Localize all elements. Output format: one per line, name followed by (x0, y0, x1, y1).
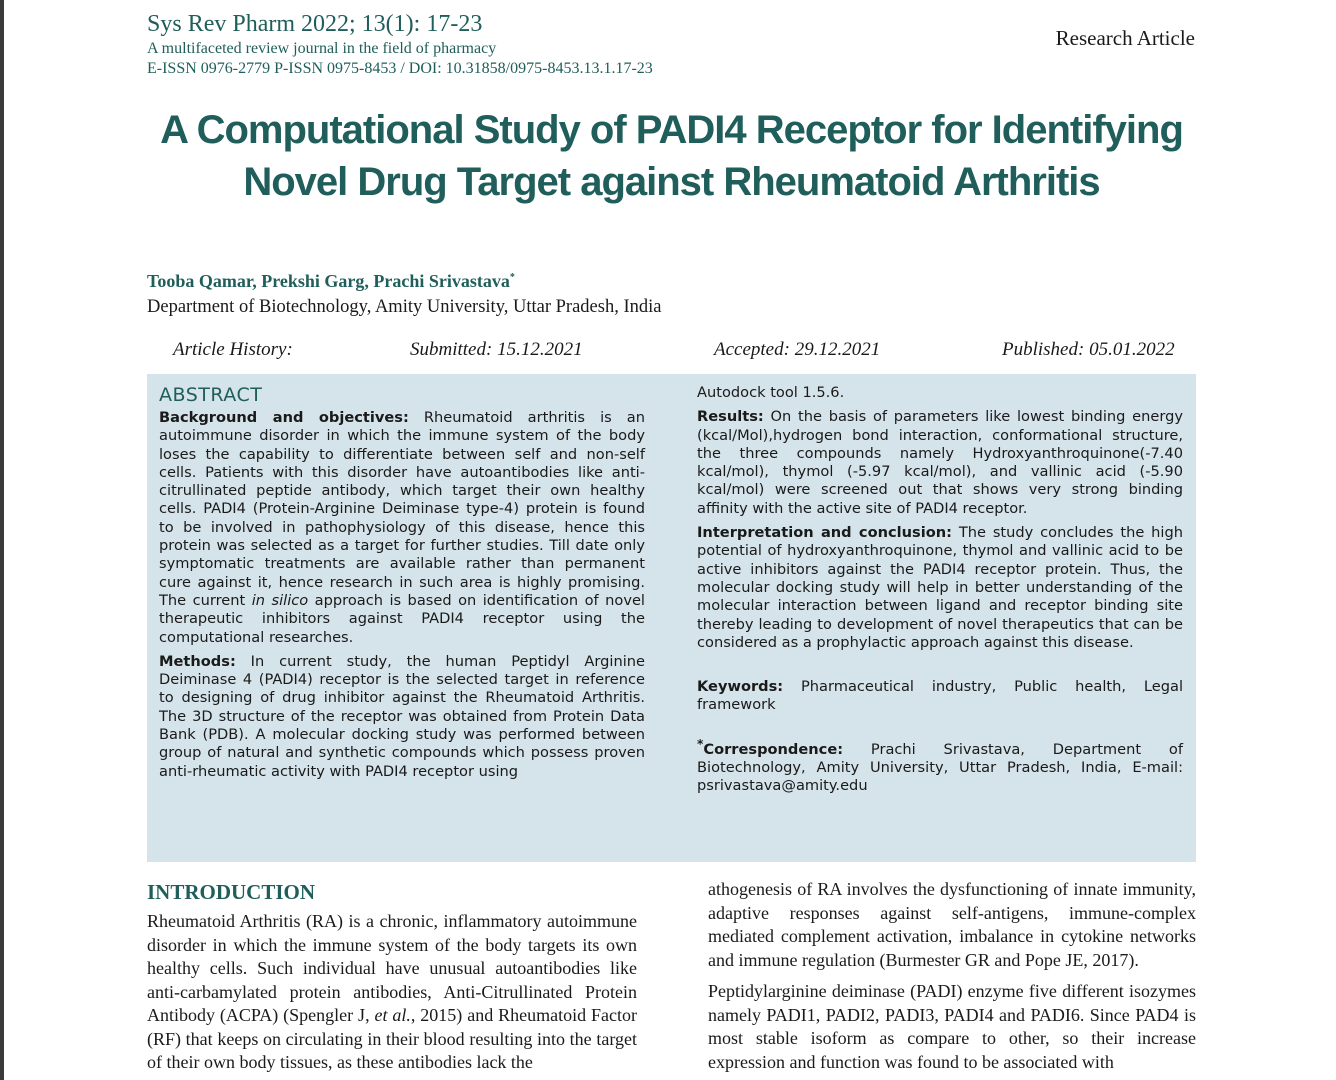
affiliation: Department of Biotechnology, Amity University, Uttar Pradesh, India (147, 297, 662, 317)
methods-text: In current study, the human Peptidyl Arginine Deiminase 4 (PADI4) receptor is the selected target in reference to designing of drug inhibitor against the Rheumatoid Arthritis. The 3D structure of the receptor was obtained from Protein Data Bank (PDB). A molecular docking study was performed between group of natural and synthetic compounds which possess proven anti-rheumatic activity with PADI4 receptor using (159, 652, 645, 780)
keywords-text: Pharmaceutical industry, Public health, Legal framework (697, 678, 1183, 714)
background-italic: in silico (251, 591, 309, 609)
methods-continued: Autodock tool 1.5.6. (697, 384, 845, 401)
interpretation-text: The study concludes the high potential of hydroxyanthroquinone, thymol and vallinic acid to be active inhibitors against the PADI4 receptor protein. Thus, the molecular docking study will help in better understanding of the molecular interaction between ligand and receptor binding site thereby leading to development of novel therapeutics that can be considered as a prophylactic approach against this disease. (697, 524, 1183, 651)
abstract-correspondence (697, 735, 1183, 796)
corresponding-author-mark: * (509, 272, 515, 283)
background-label: Background and objectives: (159, 409, 409, 426)
abstract-heading: ABSTRACT (159, 384, 263, 406)
accepted-date: Accepted: 29.12.2021 (714, 339, 881, 360)
history-label: Article History: (173, 339, 293, 360)
page-left-edge (0, 0, 4, 1080)
introduction-right-paragraph-2: Peptidylarginine deiminase (PADI) enzyme five different isozymes namely PADI1, PADI2, PADI3, PADI4 and PADI6. Since PAD4 is most stable isoform as compare to other, so their increase expression and function was found to be associated with (708, 981, 1196, 1072)
journal-subtitle: A multifaceted review journal in the field of pharmacy (147, 40, 497, 57)
abstract-right-column (697, 374, 1183, 802)
introduction-paragraph-1 (147, 910, 637, 1075)
background-text-2: approach is based on identification of novel therapeutic inhibitors against PADI4 receptor using the computational researches. (159, 591, 645, 646)
intro-italic: et al. (374, 1005, 411, 1025)
author-names: Tooba Qamar, Prekshi Garg, Prachi Srivastava (147, 271, 510, 291)
introduction-left-column (147, 878, 637, 1080)
abstract-box (147, 374, 1196, 862)
correspondence-text: Prachi Srivastava, Department of Biotechnology, Amity University, Uttar Pradesh, India, E-mail: psrivastava@amity.edu (697, 740, 1183, 795)
abstract-methods (159, 653, 645, 781)
interpretation-label: Interpretation and conclusion: (697, 524, 952, 542)
journal-issn-doi: E-ISSN 0976-2779 P-ISSN 0975-8453 / DOI: 10.31858/0975-8453.13.1.17-23 (147, 60, 653, 77)
journal-name: Sys Rev Pharm 2022; 13(1): 17-23 (147, 11, 483, 37)
introduction-right-column (708, 878, 1196, 1080)
abstract-results (697, 408, 1183, 518)
published-date: Published: 05.01.2022 (1002, 339, 1175, 360)
journal-header (147, 10, 653, 79)
background-text-1: Rheumatoid arthritis is an autoimmune disorder in which the immune system of the body loses the capability to differentiate between self and non-self cells. Patients with this disorder have autoantibodies like anti-citrullinated peptide antibody, which target their own healthy cells. PADI4 (Protein-Arginine Deiminase type-4) protein is found to be involved in pathophysiology of this disease, hence this protein was selected as a target for further studies. Till date only symptomatic treatments are available rather than permanent cure against it, hence research in such area is highly promising. The current (159, 409, 645, 609)
abstract-interpretation (697, 524, 1183, 652)
intro-text-b: , 2015) and Rheumatoid Factor (RF) that keeps on circulating in their blood resulting into the target of their own body tissues, as these antibodies lack the (147, 1005, 637, 1072)
article-type: Research Article (1055, 26, 1195, 50)
correspondence-mark: * (697, 736, 704, 751)
abstract-keywords (697, 678, 1183, 715)
correspondence-label (697, 736, 844, 758)
intro-text-a: Rheumatoid Arthritis (RA) is a chronic, inflammatory autoimmune disorder in which the immune system of the body targets its own healthy cells. Such individual have unusual autoantibodies like anti-carbamylated protein antibodies, Anti-Citrullinated Protein Antibody (ACPA) (Spengler J, (147, 911, 637, 1025)
submitted-date: Submitted: 15.12.2021 (410, 339, 583, 360)
authors (147, 271, 515, 292)
introduction-heading: INTRODUCTION (147, 880, 316, 904)
paper-title: A Computational Study of PADI4 Receptor for Identifying Novel Drug Target against Rheumatoid Arthritis (160, 108, 1183, 204)
keywords-label: Keywords: (697, 678, 784, 696)
introduction-right-paragraph-1: athogenesis of RA involves the dysfunctioning of innate immunity, adaptive responses against self-antigens, immune-complex mediated complement activation, imbalance in cytokine networks and immune regulation (Burmester GR and Pope JE, 2017). (708, 879, 1196, 970)
results-label: Results: (697, 408, 764, 426)
abstract-left-column (159, 374, 645, 787)
methods-label: Methods: (159, 652, 236, 670)
abstract-background (159, 409, 645, 647)
correspondence-label-text: Correspondence: (703, 740, 844, 758)
results-text: On the basis of parameters like lowest binding energy (kcal/Mol),hydrogen bond interaction, conformational structure, the three compounds namely Hydroxyanthroquinone(-7.40 kcal/mol), thymol (-5.97 kcal/mol), and vallinic acid (-5.90 kcal/mol) were screened out that shows very strong binding affinity with the active site of PADI4 receptor. (697, 408, 1183, 517)
